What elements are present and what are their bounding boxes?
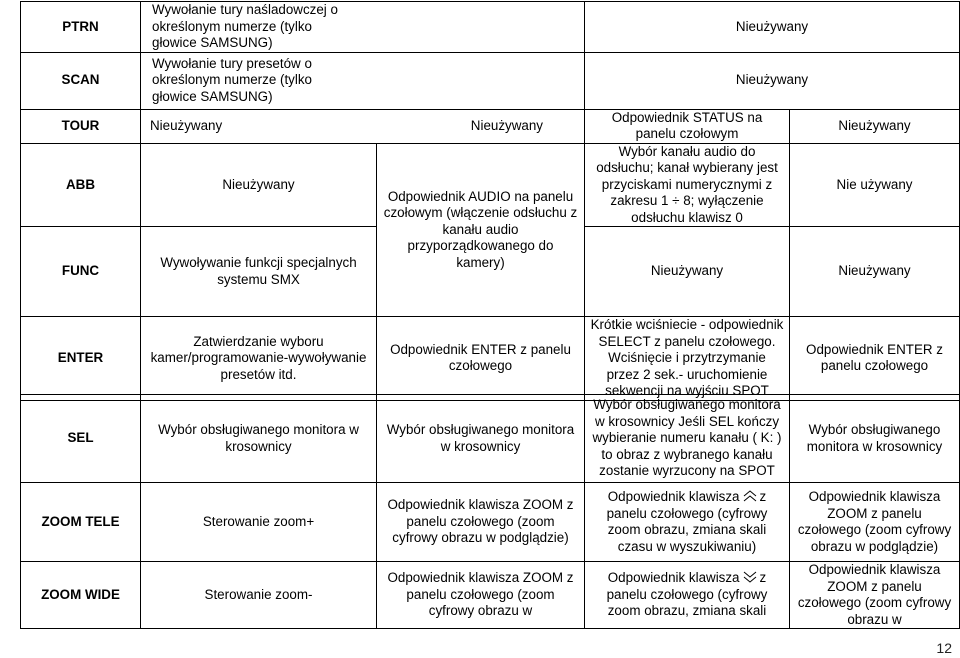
key-ptrn: PTRN <box>21 2 141 53</box>
table-row <box>21 2 960 53</box>
table-row <box>21 143 960 227</box>
double-chevron-up-icon <box>742 489 758 503</box>
key-enter: ENTER <box>21 317 141 401</box>
zoom-wide-col4-a: Odpowiednik klawisza <box>607 570 740 586</box>
table-row <box>21 317 960 401</box>
zoom-tele-col4-a: Odpowiednik klawisza <box>607 489 740 504</box>
key-scan: SCAN <box>21 52 141 109</box>
zoom-tele-col3: Odpowiednik klawisza ZOOM z panelu czołowego (zoom cyfrowy obrazu w podglądzie) <box>377 483 585 562</box>
sel-col3: Wybór obsługiwanego monitora w krosownicy <box>377 395 585 483</box>
zoom-wide-col4-b: z panelu czołowego (cyfrowy zoom obrazu, zmiana skali <box>606 570 768 619</box>
ptrn-col4: Nieużywany <box>585 2 960 53</box>
table-row <box>21 109 960 143</box>
remote-keys-table-top <box>20 1 960 401</box>
zoom-tele-col2: Sterowanie zoom+ <box>141 483 377 562</box>
key-zoom-wide: ZOOM WIDE <box>21 562 141 629</box>
zoom-tele-col4 <box>585 483 790 562</box>
enter-col5: Odpowiednik ENTER z panelu czołowego <box>790 317 960 401</box>
key-tour: TOUR <box>21 109 141 143</box>
zoom-wide-col4 <box>585 562 790 629</box>
abb-col2: Nieużywany <box>141 143 377 227</box>
zoom-tele-col4-b: z panelu czołowego (cyfrowy zoom obrazu, zmiana skali czasu w wyszukiwaniu) <box>606 489 768 554</box>
enter-col3: Odpowiednik ENTER z panelu czołowego <box>377 317 585 401</box>
table-row <box>21 562 960 629</box>
ptrn-desc: Wywołanie tury naśladowczej o określonym numerze (tylko głowice SAMSUNG) <box>141 2 585 53</box>
table-row <box>21 483 960 562</box>
scan-desc: Wywołanie tury presetów o określonym numerze (tylko głowice SAMSUNG) <box>141 52 585 109</box>
key-func: FUNC <box>21 227 141 317</box>
remote-keys-table-bottom <box>20 394 960 629</box>
double-chevron-down-icon <box>742 570 758 584</box>
sel-col4: Wybór obsługiwanego monitora w krosownicy Jeśli SEL kończy wybieranie numeru kanału ( K: ) to obraz z wybranego kanału zostanie wyrzucony na SPOT <box>585 395 790 483</box>
abb-col5: Nie używany <box>790 143 960 227</box>
scan-col4: Nieużywany <box>585 52 960 109</box>
func-col2: Wywoływanie funkcji specjalnych systemu SMX <box>141 227 377 317</box>
status-cell: Odpowiednik STATUS na panelu czołowym <box>585 109 790 143</box>
key-zoom-tele: ZOOM TELE <box>21 483 141 562</box>
zoom-wide-col2: Sterowanie zoom- <box>141 562 377 629</box>
tour-col2: Nieużywany <box>150 117 223 133</box>
func-col5: Nieużywany <box>790 227 960 317</box>
zoom-wide-col3: Odpowiednik klawisza ZOOM z panelu czołowego (zoom cyfrowy obrazu w <box>377 562 585 629</box>
tour-col3: Nieużywany <box>470 117 543 133</box>
table-row <box>21 52 960 109</box>
page-number: 12 <box>936 640 952 656</box>
key-sel: SEL <box>21 395 141 483</box>
tour-col5: Nieużywany <box>790 109 960 143</box>
zoom-tele-col5: Odpowiednik klawisza ZOOM z panelu czołowego (zoom cyfrowy obrazu w podglądzie) <box>790 483 960 562</box>
enter-col4: Krótkie wciśniecie - odpowiednik SELECT z panelu czołowego. Wciśnięcie i przytrzymanie przez 2 sek.- uruchomienie sekwencji na wyjściu SPOT <box>585 317 790 401</box>
table-row <box>21 395 960 483</box>
enter-col2: Zatwierdzanie wyboru kamer/programowanie-wywoływanie presetów itd. <box>141 317 377 401</box>
audio-select-cell: Wybór kanału audio do odsłuchu; kanał wybierany jest przyciskami numerycznymi z zakresu 1 ÷ 8; wyłączenie odsłuchu klawisz 0 <box>585 143 790 227</box>
abb-col3: Odpowiednik AUDIO na panelu czołowym (włączenie odsłuchu z kanału audio przyporządkowanego do kamery) <box>377 143 585 317</box>
key-abb: ABB <box>21 143 141 227</box>
sel-col5: Wybór obsługiwanego monitora w krosownicy <box>790 395 960 483</box>
func-col4: Nieużywany <box>585 227 790 317</box>
tour-cell <box>141 109 585 143</box>
zoom-wide-col5: Odpowiednik klawisza ZOOM z panelu czołowego (zoom cyfrowy obrazu w <box>790 562 960 629</box>
sel-col2: Wybór obsługiwanego monitora w krosownicy <box>141 395 377 483</box>
